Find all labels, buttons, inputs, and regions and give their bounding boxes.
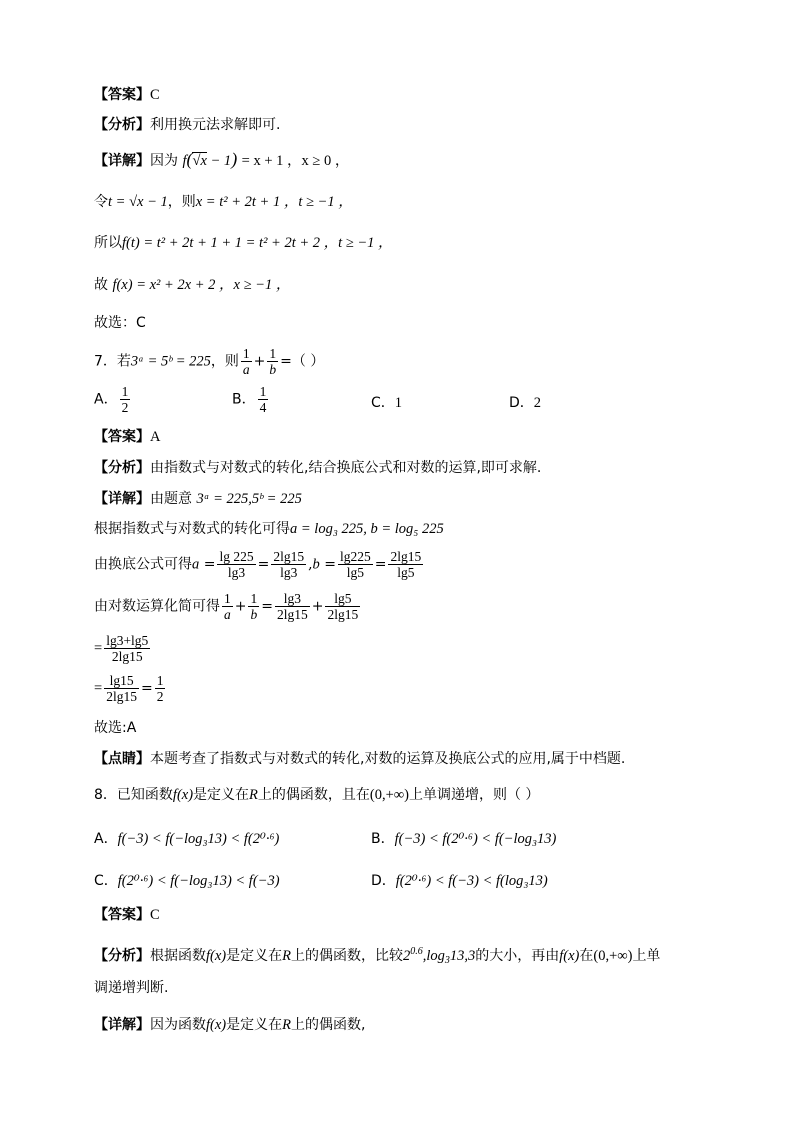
q8-analysis-R: R [282,948,291,964]
q6-answer-tag: 【答案】 [94,87,150,103]
q8-detail-tag: 【详解】 [94,1017,150,1033]
q7-result-frac [104,673,139,704]
q8-analysis-tag: 【分析】 [94,948,150,964]
q8-detail-fx: f(x) [206,1017,227,1033]
q8-option-d-text: f(2⁰·⁶) < f(−3) < f(log₃13) [395,873,548,889]
q7-detail-expr: 3ᵃ = 225,5ᵇ = 225 [196,491,302,507]
q7-convert-line [94,520,444,538]
q6-detail-line [94,150,349,170]
q7-option-b-frac [258,384,269,415]
q8-detail-a: 因为函数 [150,1017,206,1033]
q6-so-expr: f(t) = t² + 2t + 1 + 1 = t² + 2t + 2 ，t ≥ −1 ， [122,235,393,251]
q6-hence-text: 故 [94,277,108,293]
q8-answer-tag: 【答案】 [94,907,150,923]
q6-answer: C [150,87,160,103]
q8-option-b [371,828,556,848]
q7-simplify-text: 由对数运算化简可得 [94,598,220,615]
q7-answer-line [94,428,160,446]
q7-detail-tag: 【详解】 [94,491,150,507]
q6-answer-line [94,86,160,104]
q7-sum-num: lg3+lg5 [106,633,149,648]
q6-hence-expr: f(x) = x² + 2x + 2 ，x ≥ −1 ， [112,277,291,293]
q8-analysis-d: 的大小，再由 [475,948,560,964]
q8-detail-line [94,1016,365,1034]
q7-stem-expr: 3ᵃ = 5ᵇ = 225 [130,353,211,370]
q6-analysis-text: 利用换元法求解即可. [150,117,281,133]
q6-sub-expr-a: t = √x − 1 [108,194,168,210]
q7-stem-line: 7．若3ᵃ = 5ᵇ = 225，则 $\frac{1}{a}$ + $\frac{1}{b}$ =（ ） [94,346,325,377]
q8-analysis-e: 在 [579,948,594,964]
q8-analysis-cont: 调递增判断. [94,980,169,996]
q7-result-half: $\frac{1}{2}$ [156,673,164,704]
q7-option-d-value: 2 [533,395,542,411]
q7-stem-d: =（ ） [280,353,325,370]
q7-frac-s3: $\frac{\lg 3}{2\lg 15}$ [276,591,308,622]
q6-detail-prefix: 因为 [150,153,178,169]
q8-option-d [371,870,548,890]
q7-comment-text: 本题考查了指数式与对数式的转化,对数的运算及换底公式的应用,属于中档题. [150,751,626,767]
q7-option-a-den: 2 [121,400,129,415]
q7-choose-line [94,719,136,737]
q7-option-c [371,392,402,412]
q8-option-c-label: C． [94,873,118,889]
q8-analysis-a: 根据函数 [150,948,206,964]
q7-frac-lg225-lg3: $\frac{\lg 225}{\lg 3}$ [219,549,254,580]
q6-so-text: 所以 [94,235,122,251]
q7-option-b-label: B． [232,391,256,408]
q7-option-d [509,392,541,412]
q7-frac-lg225-lg5: $\frac{\lg 225}{\lg 5}$ [339,549,371,580]
q8-stem-c: 上的偶函数，且在 [257,787,370,803]
q7-sum-line [94,633,152,664]
q8-option-b-label: B． [371,831,395,847]
q7-option-a-frac [120,384,131,415]
q8-stem-R: R [249,787,258,803]
q8-option-a-text: f(−3) < f(−log₃13) < f(2⁰·⁶) [117,831,280,847]
q6-detail-rhs: = x + 1 ，x ≥ 0 ， [241,153,350,169]
q7-detail-line [94,490,302,508]
q6-sub-text-b: ，则 [167,194,196,210]
q7-option-a [94,384,132,415]
q7-option-d-label: D． [509,395,534,411]
q8-analysis-b: 是定义在 [226,948,283,964]
q8-option-c [94,870,280,890]
q6-analysis-line [94,116,280,134]
q7-change-base-a: a [192,556,200,573]
q7-simplify-line: 由对数运算化简可得 $\frac{1}{a}$ + $\frac{1}{b}$ = $\frac{\lg 3}{2\lg 15}$ + $\frac{\lg 5}{2\lg 15}$ [94,591,359,622]
q8-stem-a: 8．已知函数 [94,787,173,803]
q7-analysis-tag: 【分析】 [94,460,150,476]
q8-stem-fx: f(x) [172,787,194,803]
q6-analysis-tag: 【分析】 [94,117,150,133]
q7-option-c-value: 1 [394,395,403,411]
q8-stem-line [94,786,539,804]
q7-comment-line [94,750,625,768]
q6-choose-line [94,314,146,332]
q7-frac-s4: $\frac{\lg 5}{2\lg 15}$ [327,591,359,622]
q8-detail-R: R [282,1017,291,1033]
q8-answer-line [94,906,160,924]
q8-analysis-line [94,943,660,970]
q7-sum-frac [104,633,150,664]
q8-option-a [94,828,279,848]
q6-choose: 故选：C [94,315,146,331]
q6-hence-line [94,276,290,294]
q6-sub-line [94,193,353,211]
q8-analysis-cont-line [94,979,168,997]
q7-frac-1b: $\frac{1}{b}$ [269,346,277,377]
q8-detail-b: 是定义在 [226,1017,283,1033]
q8-analysis-c: 上的偶函数，比较 [290,948,403,964]
q7-answer-tag: 【答案】 [94,429,150,445]
q8-stem-b: 是定义在 [193,787,250,803]
q7-result-line: = $\frac{\lg 15}{2\lg 15}$ = $\frac{1}{2}$ [94,673,164,704]
q7-option-a-num: 1 [121,384,129,399]
q8-analysis-interval: (0,+∞) [593,948,633,964]
q7-stem-a: 7．若 [94,353,131,370]
q8-option-b-text: f(−3) < f(2⁰·⁶) < f(−log₃13) [394,831,557,847]
q7-stem-c: ，则 [210,353,239,370]
q7-option-a-label: A． [94,391,118,408]
q7-sum-eq: = [94,640,103,657]
q7-option-b [232,384,270,415]
q7-change-base-text: 由换底公式可得 [94,556,192,573]
q7-comment-tag: 【点睛】 [94,751,150,767]
q7-convert-expr: a = log₃ 225, b = log₅ 225 [290,521,444,537]
q8-option-d-label: D． [371,873,396,889]
q7-option-b-den: 4 [259,400,267,415]
q7-analysis-text: 由指数式与对数式的转化,结合换底公式和对数的运算,即可求解. [150,460,542,476]
q6-detail-func: f(√x − 1) [182,149,238,169]
q7-result-den: 2lg15 [106,689,137,704]
q8-analysis-fx: f(x) [206,948,227,964]
q7-option-b-num: 1 [259,384,267,399]
q8-detail-c: 上的偶函数, [290,1017,366,1033]
q7-choose: 故选:A [94,720,137,736]
q7-analysis-line [94,459,541,477]
q7-sum-den: 2lg15 [111,649,143,664]
q7-result-eq: = [94,680,103,697]
q7-convert-text: 根据指数式与对数式的转化可得 [94,521,290,537]
q8-stem-d: 上单调递增，则（ ） [408,787,540,803]
q7-detail-text: 由题意 [150,491,192,507]
q8-stem-interval: (0,+∞) [369,787,409,803]
q6-detail-tag: 【详解】 [94,153,150,169]
q7-frac-s2: $\frac{1}{b}$ [250,591,258,622]
q8-analysis-vals: $2^{0.6},\log_313,3$ [402,946,476,966]
q7-frac-1a: $\frac{1}{a}$ [242,346,250,377]
q8-analysis-f: 上单 [632,948,661,964]
q8-answer: C [150,907,160,923]
q7-answer: A [150,429,161,445]
q8-analysis-fx2: f(x) [559,948,580,964]
q6-so-line [94,234,393,252]
q6-sub-text-a: 令 [94,194,108,210]
q8-option-a-label: A． [94,831,118,847]
q7-frac-2lg15-lg5: $\frac{2\lg 15}{\lg 5}$ [390,549,422,580]
q7-option-c-label: C． [371,395,395,411]
q8-option-c-text: f(2⁰·⁶) < f(−log₃13) < f(−3) [117,873,280,889]
q7-frac-2lg15-lg3: $\frac{2\lg 15}{\lg 3}$ [273,549,305,580]
q7-frac-s1: $\frac{1}{a}$ [224,591,231,622]
q7-change-base-line: 由换底公式可得a = $\frac{\lg 225}{\lg 3}$ = $\frac{2\lg 15}{\lg 3}$ ,b = $\frac{\lg 225}{\lg 5}$ = $\frac{2\lg 15}{\lg 5}$ [94,549,422,580]
q7-result-num: lg15 [104,673,139,689]
q6-sub-expr-b: x = t² + 2t + 1 ，t ≥ −1 ， [195,194,353,210]
q7-change-base-b: b [312,556,320,573]
